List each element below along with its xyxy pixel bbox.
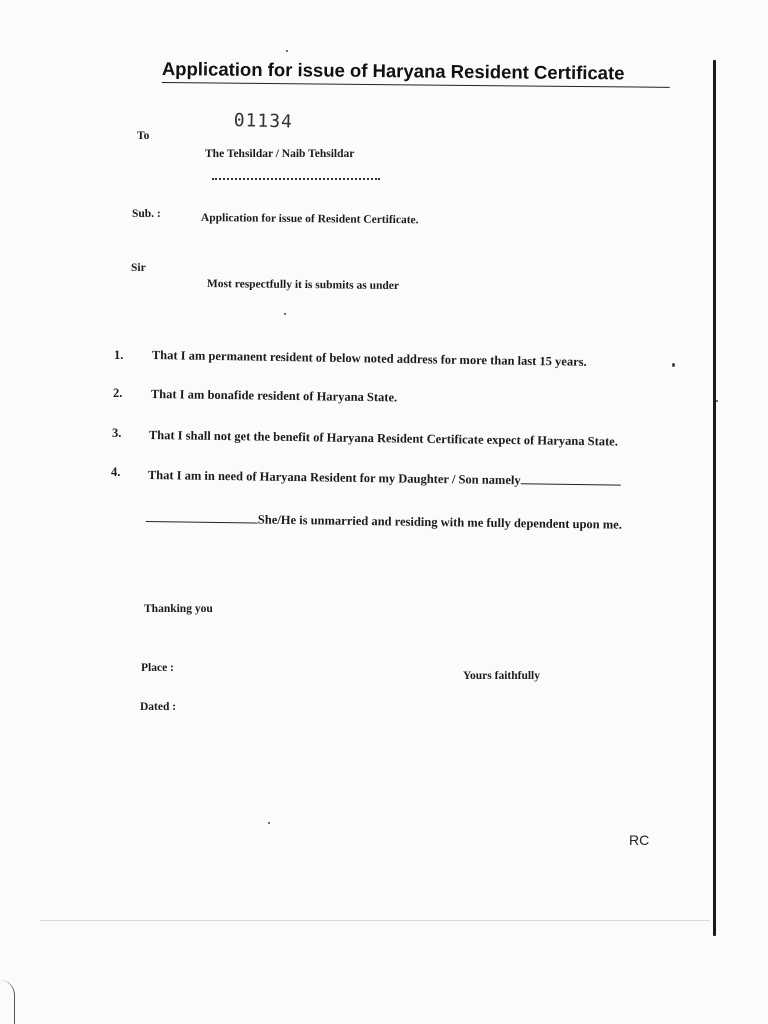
point-text: That I shall not get the benefit of Haryana Resident Certificate expect of Haryana State. <box>148 428 618 449</box>
scan-speck <box>268 822 270 824</box>
footer-code: RC <box>629 832 650 848</box>
point-number: 3. <box>112 426 122 440</box>
addressee: The Tehsildar / Naib Tehsildar <box>205 148 355 160</box>
to-label: To <box>137 130 150 142</box>
point-text: That I am permanent resident of below noted address for more than last 15 years. <box>151 348 587 369</box>
name-blank-line <box>146 509 258 524</box>
subject-text: Application for issue of Resident Certificate. <box>200 212 419 227</box>
thanking-you: Thanking you <box>144 603 213 615</box>
subject-label: Sub. : <box>132 208 161 220</box>
dated-label: Dated : <box>140 701 177 713</box>
document-title: Application for issue of Haryana Resident Certificate <box>162 56 670 88</box>
name-blank-line <box>521 471 621 485</box>
scan-fold-line <box>40 920 710 921</box>
point-number: 4. <box>111 465 121 479</box>
place-label: Place : <box>141 662 174 674</box>
point-4-continuation: She/He is unmarried and residing with me fully dependent upon me. <box>257 512 622 532</box>
salutation: Sir <box>131 262 146 274</box>
addressee-blank-line <box>212 172 380 180</box>
point-number: 1. <box>114 348 124 362</box>
opening-line: Most respectfully it is submits as under <box>206 278 400 293</box>
scan-edge-line <box>713 60 716 936</box>
scan-speck <box>716 400 718 402</box>
point-text: That I am in need of Haryana Resident for my Daughter / Son namely <box>147 467 521 488</box>
scan-page-curl <box>0 980 15 1024</box>
point-text: That I am bonafide resident of Haryana State. <box>150 387 398 405</box>
serial-number-stamp: 01134 <box>233 110 294 133</box>
point-4-continuation-line <box>146 509 622 533</box>
scan-speck <box>286 50 288 52</box>
signoff: Yours faithfully <box>463 670 540 682</box>
scan-speck <box>672 363 675 367</box>
point-4-line <box>148 466 621 490</box>
point-number: 2. <box>113 386 123 400</box>
scan-speck <box>284 313 286 315</box>
